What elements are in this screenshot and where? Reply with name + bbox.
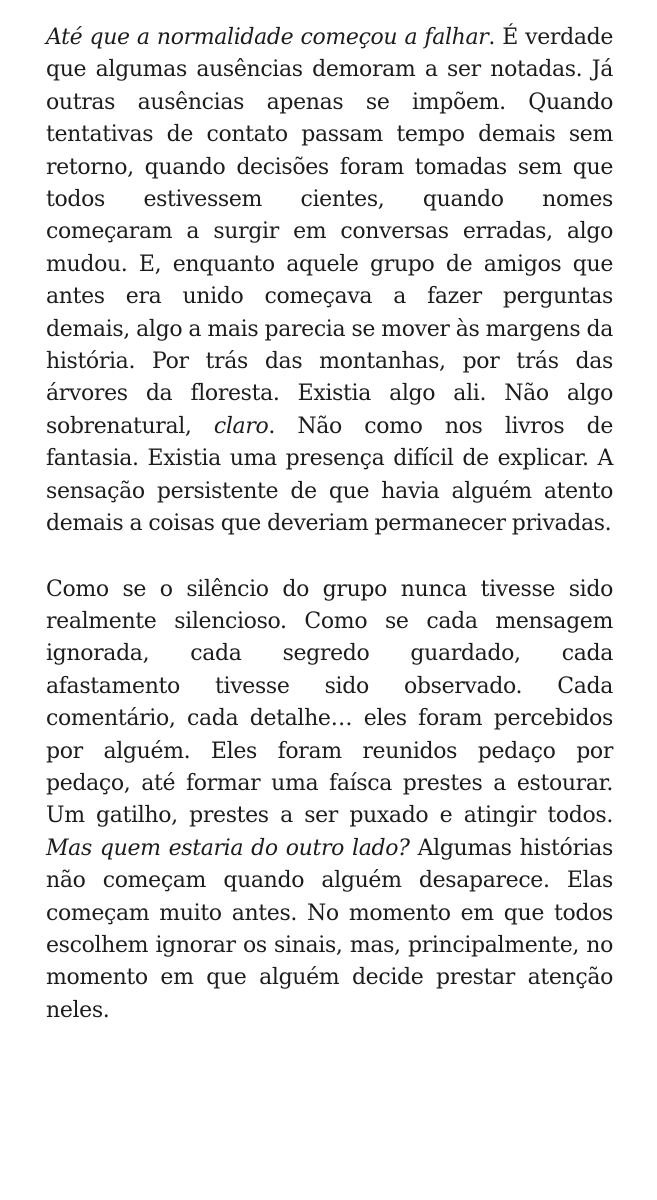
text-segment: Como se o silêncio do grupo nunca tivesse sido realmente silencioso. Como se cada mensagem ignorada, cada segredo guardado, cada afastamento tivesse sido observado. Cada comentário, cada detalhe… eles foram percebidos por alguém. Eles foram reunidos pedaço por pedaço, até formar uma faísca prestes a estourar. Um gatilho, prestes a ser puxado e atingir todos. bbox=[46, 576, 613, 829]
text-segment: . Não como nos livros de fantasia. Existia uma presença difícil de explicar. A sensação persistente de que havia alguém atento demais a coisas que deveriam permanecer privadas. bbox=[46, 413, 613, 537]
text-segment: . É verdade que algumas ausências demoram a ser notadas. Já outras ausências apenas se impõem. Quando tentativas de contato passam tempo demais sem retorno, quando decisões foram tomadas sem que todos estivessem cientes, quando nomes começaram a surgir em conversas erradas, algo mudou. E, enquanto aquele grupo de amigos que antes era unido começava a fazer perguntas demais, algo a mais parecia se mover às margens da história. Por trás das montanhas, por trás das árvores da floresta. Existia algo ali. Não algo sobrenatural, bbox=[46, 25, 613, 439]
paragraph-2 bbox=[46, 574, 613, 1028]
italic-word: claro bbox=[213, 413, 269, 439]
paragraph-1 bbox=[46, 22, 613, 541]
italic-phrase: Até que a normalidade começou a falhar bbox=[46, 25, 489, 50]
italic-question: Mas quem estaria do outro lado? bbox=[46, 835, 410, 861]
text-segment: Algumas histórias não começam quando alguém desaparece. Elas começam muito antes. No momento em que todos escolhem ignorar os sinais, mas, principalmente, no momento em que alguém decide prestar atenção neles. bbox=[46, 835, 614, 1023]
